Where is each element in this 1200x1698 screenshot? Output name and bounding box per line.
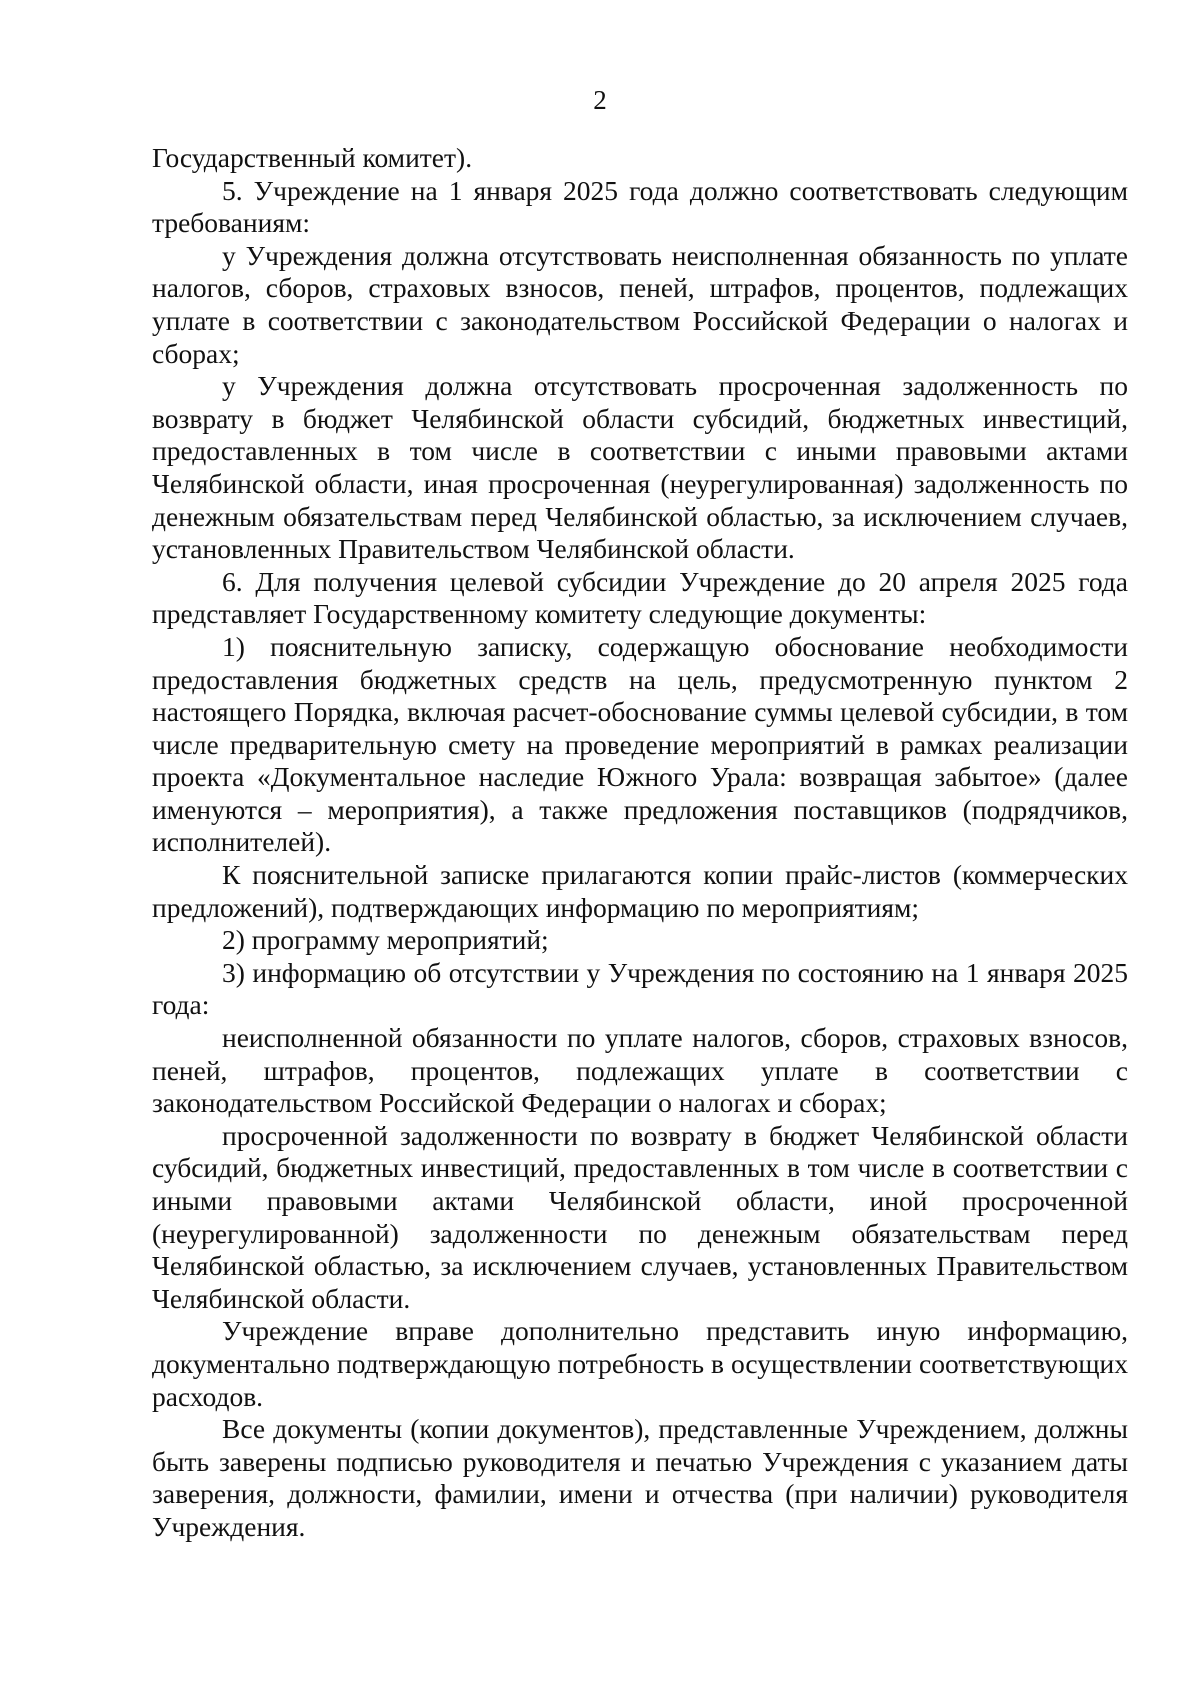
- paragraph: К пояснительной записке прилагаются копии прайс-листов (коммерческих предложений), подтверждающих информацию по мероприятиям;: [152, 859, 1128, 923]
- paragraph: 2) программу мероприятий;: [222, 924, 549, 956]
- paragraph: 1) пояснительную записку, содержащую обоснование необходимости предоставления бюджетных средств на цель, предусмотренную пунктом 2 настоящего Порядка, включая расчет-обоснование суммы целевой субсидии, в том числе предварительную смету на проведение мероприятий в рамках реализации проекта «Документальное наследие Южного Урала: возвращая забытое» (далее именуются – мероприятия), а также предложения поставщиков (подрядчиков, исполнителей).: [152, 630, 1128, 858]
- paragraph: у Учреждения должна отсутствовать просроченная задолженность по возврату в бюджет Челябинской области субсидий, бюджетных инвестиций, предоставленных в том числе в соответствии с иными правовыми актами Челябинской области, иная просроченная (неурегулированная) задолженность по денежным обязательствам перед Челябинской областью, за исключением случаев, установленных Правительством Челябинской области.: [152, 370, 1128, 565]
- paragraph: 6. Для получения целевой субсидии Учреждение до 20 апреля 2025 года представляет Государственному комитету следующие документы:: [152, 565, 1128, 630]
- paragraph: Все документы (копии документов), представленные Учреждением, должны быть заверены подписью руководителя и печатью Учреждения с указанием даты заверения, должности, фамилии, имени и отчества (при наличии) руководителя Учреждения.: [152, 1413, 1128, 1542]
- paragraph: 5. Учреждение на 1 января 2025 года должно соответствовать следующим требованиям:: [152, 174, 1128, 239]
- paragraph: просроченной задолженности по возврату в бюджет Челябинской области субсидий, бюджетных инвестиций, предоставленных в том числе в соответствии с иными правовыми актами Челябинской области, иной просроченной (неурегулированной) задолженности по денежным обязательствам перед Челябинской областью, за исключением случаев, установленных Правительством Челябинской области.: [152, 1119, 1128, 1314]
- paragraph: 3) информацию об отсутствии у Учреждения по состоянию на 1 января 2025 года:: [152, 956, 1128, 1021]
- paragraph: Учреждение вправе дополнительно представить иную информацию, документально подтверждающую потребность в осуществлении соответствующих расходов.: [152, 1315, 1128, 1412]
- page-number: 2: [593, 85, 607, 115]
- paragraph: у Учреждения должна отсутствовать неисполненная обязанность по уплате налогов, сборов, страховых взносов, пеней, штрафов, процентов, подлежащих уплате в соответствии с законодательством Российской Федерации о налогах и сборах;: [152, 239, 1128, 369]
- document-body: [152, 142, 1128, 1544]
- paragraph: неисполненной обязанности по уплате налогов, сборов, страховых взносов, пеней, штрафов, процентов, подлежащих уплате в соответствии с законодательством Российской Федерации о налогах и сборах;: [152, 1022, 1128, 1119]
- paragraph: Государственный комитет).: [152, 142, 473, 173]
